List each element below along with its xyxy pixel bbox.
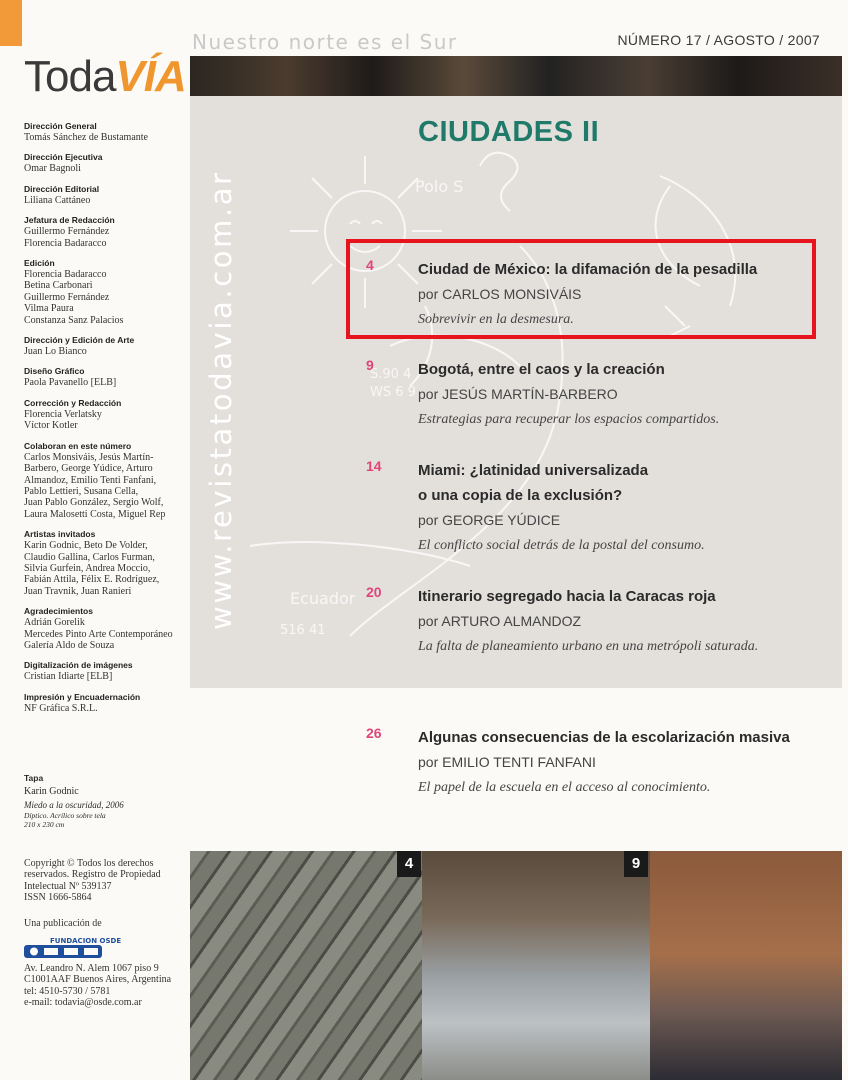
credit-name: Mercedes Pinto Arte Contemporáneo xyxy=(24,628,173,640)
credit-role: Corrección y Redacción xyxy=(24,397,122,408)
website-url[interactable]: www.revistatodavia.com.ar xyxy=(204,170,238,630)
cover-artwork-strip xyxy=(190,851,842,1080)
credit-name: Juan Travnik, Juan Ranieri xyxy=(24,585,132,597)
credit-name: Guillermo Fernández xyxy=(24,291,110,303)
credit-group xyxy=(24,660,184,682)
slogan: Nuestro norte es el Sur xyxy=(192,30,458,54)
article-page-number: 20 xyxy=(366,584,382,600)
article-title-line2: o una copia de la exclusión? xyxy=(418,487,623,504)
credit-name: Guillermo Fernández xyxy=(24,226,110,238)
credit-name: Silvia Gurfein, Andrea Moccio, xyxy=(24,562,151,574)
credit-role: Digitalización de imágenes xyxy=(24,660,133,671)
artwork-panel-traffic-street xyxy=(422,851,650,1080)
credit-role: Dirección y Edición de Arte xyxy=(24,335,135,346)
credit-name: Florencia Verlatsky xyxy=(24,408,102,420)
image-page-badge-4: 4 xyxy=(397,851,421,877)
credit-group xyxy=(24,398,184,432)
cover-work: Miedo a la oscuridad, 2006 xyxy=(24,800,124,810)
article-subtitle: La falta de planeamiento urbano en una metrópoli saturada. xyxy=(418,639,759,654)
credit-group xyxy=(24,606,184,651)
credit-name: Laura Malosetti Costa, Miguel Rep xyxy=(24,508,166,520)
article-subtitle: Sobrevivir en la desmesura. xyxy=(418,312,574,327)
brand-logo[interactable] xyxy=(24,52,186,102)
credit-name: Carlos Monsiváis, Jesús Martín- xyxy=(24,451,154,463)
credit-name: Omar Bagnoli xyxy=(24,163,81,175)
credit-name: Liliana Cattáneo xyxy=(24,194,91,206)
cover-artist: Karin Godnic xyxy=(24,786,79,797)
credit-role: Artistas invitados xyxy=(24,529,96,540)
sketch-label-coord-1: S.90 4 xyxy=(370,367,412,382)
brand-logo-part1: Toda xyxy=(24,52,116,101)
copyright-line: Copyright © Todos los derechos xyxy=(24,858,154,869)
phone-line: tel: 4510-5730 / 5781 xyxy=(24,985,111,997)
article-author: por JESÚS MARTÍN-BARBERO xyxy=(418,386,618,402)
article-author: por CARLOS MONSIVÁIS xyxy=(418,286,582,302)
credit-name: Víctor Kotler xyxy=(24,420,78,432)
cover-label: Tapa xyxy=(24,773,44,783)
issue-info: NÚMERO 17 / AGOSTO / 2007 xyxy=(617,32,820,48)
section-title: CIUDADES II xyxy=(418,116,600,148)
article-subtitle: Estrategias para recuperar los espacios compartidos. xyxy=(418,412,720,427)
article-title: Bogotá, entre el caos y la creación xyxy=(418,361,665,378)
credit-group xyxy=(24,335,184,357)
credit-group xyxy=(24,529,184,597)
article-author: por GEORGE YÚDICE xyxy=(418,512,561,528)
credit-role: Dirección General xyxy=(24,121,97,131)
sketch-label-ecuador: Ecuador xyxy=(290,589,356,608)
credit-name: Almandoz, Emilio Tenti Fanfani, xyxy=(24,474,157,486)
credit-name: Florencia Badaracco xyxy=(24,237,107,249)
copyright-line: reservados. Registro de Propiedad xyxy=(24,869,161,881)
copyright-line: Intelectual Nº 539137 xyxy=(24,880,112,892)
article-author: por ARTURO ALMANDOZ xyxy=(418,613,582,629)
credit-role: Edición xyxy=(24,258,55,269)
address-line: Av. Leandro N. Alem 1067 piso 9 xyxy=(24,963,159,974)
artwork-panel-graffiti-buildings xyxy=(650,851,842,1080)
credit-group xyxy=(24,121,184,143)
credit-role: Colaboran en este número xyxy=(24,440,132,451)
credit-name: Barbero, George Yúdice, Arturo xyxy=(24,463,153,475)
copyright-notice xyxy=(24,858,184,904)
header-image-strip xyxy=(190,56,842,96)
credit-role: Diseño Gráfico xyxy=(24,366,85,377)
credit-group xyxy=(24,215,184,249)
article-title: Ciudad de México: la difamación de la pesadilla xyxy=(418,261,758,278)
copyright-line: ISSN 1666-5864 xyxy=(24,892,92,904)
credit-role: Agradecimientos xyxy=(24,606,93,617)
credit-role: Jefatura de Redacción xyxy=(24,215,115,226)
credit-group xyxy=(24,152,184,174)
credit-group xyxy=(24,692,184,714)
credit-name: Tomás Sánchez de Bustamante xyxy=(24,132,148,143)
credit-name: Fabián Attila, Félix E. Rodríguez, xyxy=(24,574,160,586)
masthead-credits xyxy=(24,121,184,723)
cover-credit xyxy=(24,773,184,829)
credit-group xyxy=(24,184,184,206)
publication-label: Una publicación de xyxy=(24,918,102,929)
sketch-label-coord-2: WS 6 9 xyxy=(370,385,416,400)
credit-name: NF Gráfica S.R.L. xyxy=(24,702,98,714)
credit-name: Vilma Paura xyxy=(24,303,74,315)
credit-name: Cristian Idiarte [ELB] xyxy=(24,671,113,683)
article-title: Miami: ¿latinidad universalizada xyxy=(418,462,649,479)
credit-role: Impresión y Encuadernación xyxy=(24,691,141,702)
cover-technique: Díptico. Acrílico sobre tela xyxy=(24,811,106,820)
credit-name: Juan Lo Bianco xyxy=(24,346,87,358)
credit-group xyxy=(24,366,184,388)
credit-name: Juan Pablo González, Sergio Wolf, xyxy=(24,497,164,509)
sketch-label-coord-3: 516 41 xyxy=(280,623,326,638)
artwork-panel-crowd-pavement xyxy=(190,851,422,1080)
credit-name: Betina Carbonari xyxy=(24,280,93,292)
article-page-number: 14 xyxy=(366,458,382,474)
article-author: por EMILIO TENTI FANFANI xyxy=(418,754,596,770)
article-page-number: 4 xyxy=(366,257,374,273)
osde-logo-text: FUNDACION OSDE xyxy=(50,937,122,945)
cover-dimensions: 210 x 230 cm xyxy=(24,820,65,829)
article-page-number: 26 xyxy=(366,725,382,741)
osde-logo[interactable] xyxy=(24,934,122,960)
credit-name: Constanza Sanz Palacios xyxy=(24,314,124,326)
credit-name: Adrián Gorelik xyxy=(24,617,85,629)
sketch-label-polo: Polo S xyxy=(415,177,464,196)
article-subtitle: El papel de la escuela en el acceso al conocimiento. xyxy=(418,780,711,795)
corner-tab xyxy=(0,0,22,46)
credit-role: Dirección Editorial xyxy=(24,183,100,194)
brand-logo-part2: VÍA xyxy=(115,52,186,101)
article-title: Itinerario segregado hacia la Caracas roja xyxy=(418,588,716,605)
address-line: C1001AAF Buenos Aires, Argentina xyxy=(24,974,172,986)
credit-name: Paola Pavanello [ELB] xyxy=(24,377,117,389)
image-page-badge-9: 9 xyxy=(624,851,648,877)
credit-name: Florencia Badaracco xyxy=(24,269,107,281)
credit-name: Karin Godnic, Beto De Volder, xyxy=(24,540,148,552)
article-title: Algunas consecuencias de la escolarización masiva xyxy=(418,729,790,746)
credit-group xyxy=(24,258,184,326)
article-subtitle: El conflicto social detrás de la postal del consumo. xyxy=(418,538,705,553)
credit-name: Galería Aldo de Souza xyxy=(24,639,115,651)
credit-name: Claudio Gallina, Carlos Furman, xyxy=(24,551,155,563)
article-page-number: 9 xyxy=(366,357,374,373)
credit-name: Pablo Lettieri, Susana Cella, xyxy=(24,485,139,497)
credit-role: Dirección Ejecutiva xyxy=(24,152,103,163)
contact-address xyxy=(24,963,189,1009)
credit-group xyxy=(24,441,184,520)
email-line[interactable]: e-mail: todavia@osde.com.ar xyxy=(24,997,142,1009)
